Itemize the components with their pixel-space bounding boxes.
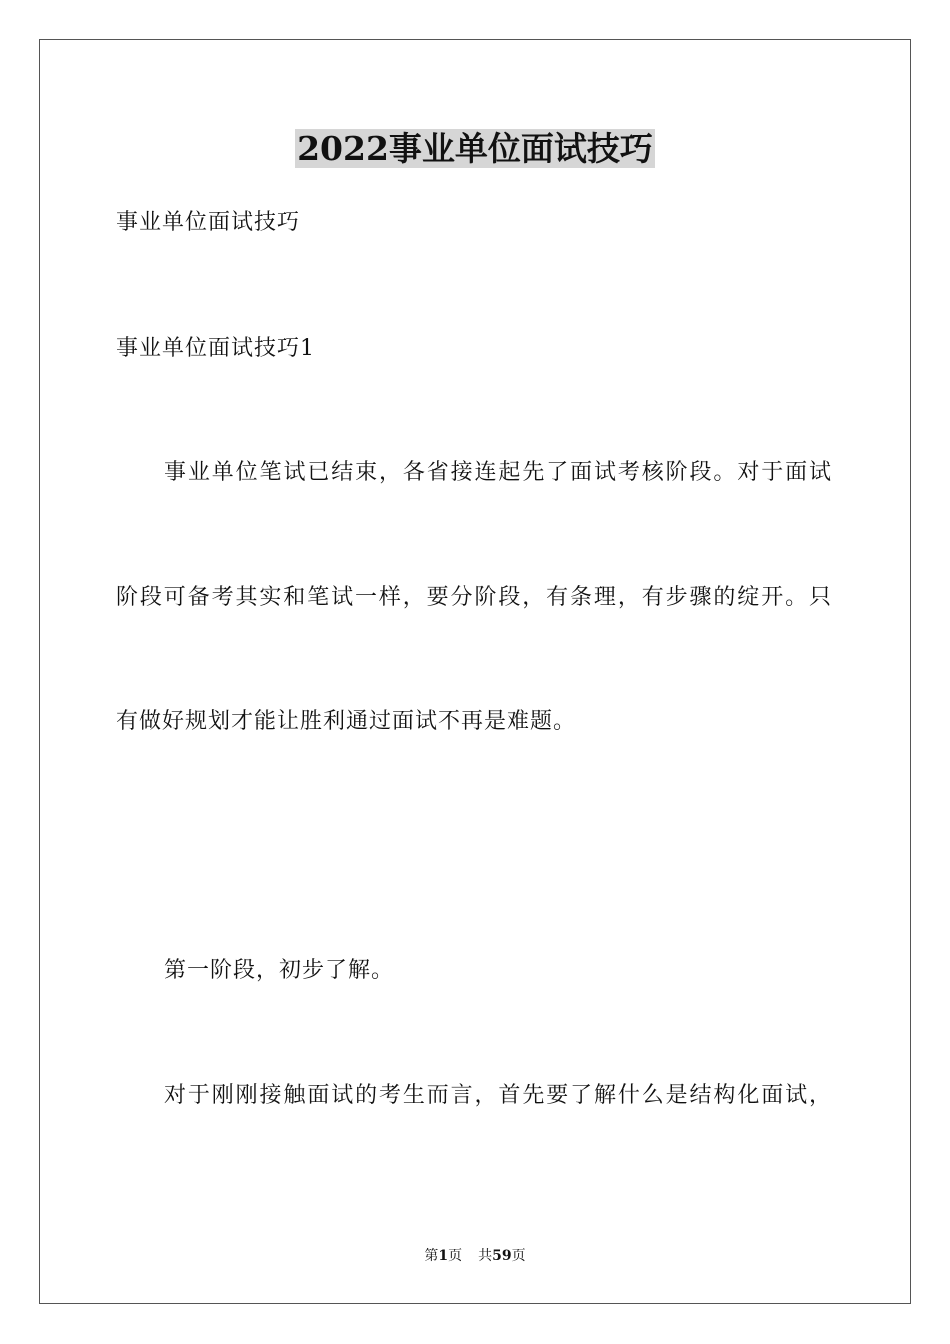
footer-page-prefix: 第 — [424, 1248, 439, 1264]
footer-current-page: 1 — [438, 1248, 449, 1264]
footer-total-suffix: 页 — [511, 1248, 526, 1264]
paragraph-line-2: 阶段可备考其实和笔试一样，要分阶段，有条理，有步骤的绽开。只 — [116, 585, 832, 610]
footer-page-suffix: 页 — [448, 1248, 463, 1264]
document-subtitle: 事业单位面试技巧 — [116, 210, 301, 235]
paragraph-line-1: 事业单位笔试已结束，各省接连起先了面试考核阶段。对于面试 — [164, 460, 832, 485]
section-heading: 事业单位面试技巧1 — [116, 336, 315, 361]
document-title — [0, 126, 950, 172]
paragraph-line-5: 对于刚刚接触面试的考生而言，首先要了解什么是结构化面试， — [164, 1083, 832, 1108]
footer-total-prefix: 共 — [478, 1248, 493, 1264]
paragraph-line-3: 有做好规划才能让胜利通过面试不再是难题。 — [116, 709, 577, 734]
document-title-text: 2022事业单位面试技巧 — [297, 129, 653, 168]
page-footer — [0, 1246, 950, 1266]
footer-total-pages: 59 — [492, 1248, 512, 1264]
stage-heading: 第一阶段，初步了解。 — [164, 958, 395, 983]
